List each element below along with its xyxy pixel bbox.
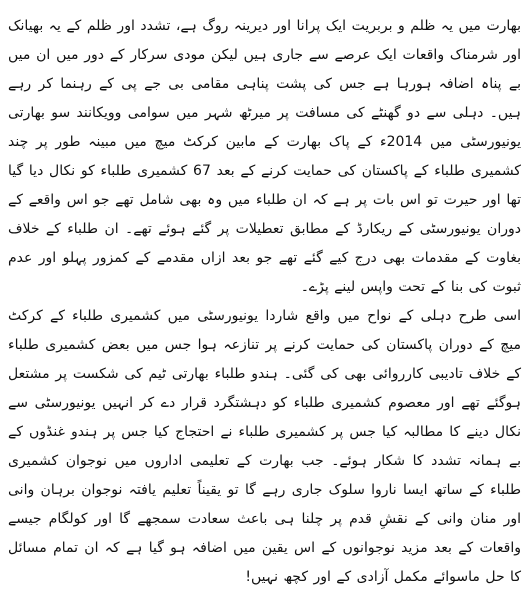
article-paragraph-1: بھارت میں یہ ظلم و بربریت ایک پرانا اور دیرینہ روگ ہے، تشدد اور ظلم کے یہ بھیانک اور شرمناک واقعات ایک عرصے سے جاری ہیں لیکن مودی سرکار کے دور میں ان میں بے پناہ اضافہ ہورہا ہے جس کی پشت پناہی مقامی بی جے پی کے رہنما کر رہے ہیں۔ دہلی سے دو گھنٹے کی مسافت پر میرٹھ شہر میں سوامی وویکانند سو بھارتی یونیورسٹی میں 2014ء کے پاک بھارت کے مابین کرکٹ میچ میں مبینہ طور پر چند کشمیری طلباء کے پاکستان کی حمایت کرنے کے بعد 67 کشمیری طلباء کو نکال دیا گیا تھا اور حیرت تو اس بات پر ہے کہ ان طلباء میں وہ بھی شامل تھے جو اس واقعے کے دوران یونیورسٹی کے ریکارڈ کے مطابق تعطیلات پر گئے ہوئے تھے۔ ان طلباء کے خلاف بغاوت کے مقدمات بھی درج کیے گئے تھے جو بعد ازاں مقدمے کے کمزور پہلو اور عدم ثبوت کی بنا کے تحت واپس لینے پڑے۔ (8, 18, 521, 295)
article-paragraph-2: اسی طرح دہلی کے نواح میں واقع شاردا یونیورسٹی میں کشمیری طلباء کے کرکٹ میچ کے دوران پاکستان کی حمایت کرنے پر تنازعہ ہوا جس میں بعض کشمیری طلباء کے خلاف تادیبی کارروائی بھی کی گئی۔ ہندو طلباء بھارتی ٹیم کی شکست پر مشتعل ہوگئے تھے اور معصوم کشمیری طلباء کو دہشتگرد قرار دے کر انہیں یونیورسٹی سے نکال دینے کا مطالبہ کیا جس پر کشمیری طلباء نے احتجاج کیا جس پر ہندو غنڈوں کے بے ہمانہ تشدد کا شکار ہوئے۔ جب بھارت کے تعلیمی اداروں میں نوجوان کشمیری طلباء کے ساتھ ایسا ناروا سلوک جاری رہے گا تو یقیناً تعلیم یافتہ نوجوان برہان وانی اور منان وانی کے نقشِ قدم پر چلنا ہی باعث سعادت سمجھے گا اور کولگام جیسے واقعات کے بعد مزید نوجوانوں کے اس یقین میں اضافہ ہو گیا ہے کہ ان تمام مسائل کا حل ماسوائے مکمل آزادی کے اور کچھ نہیں! (8, 308, 521, 585)
